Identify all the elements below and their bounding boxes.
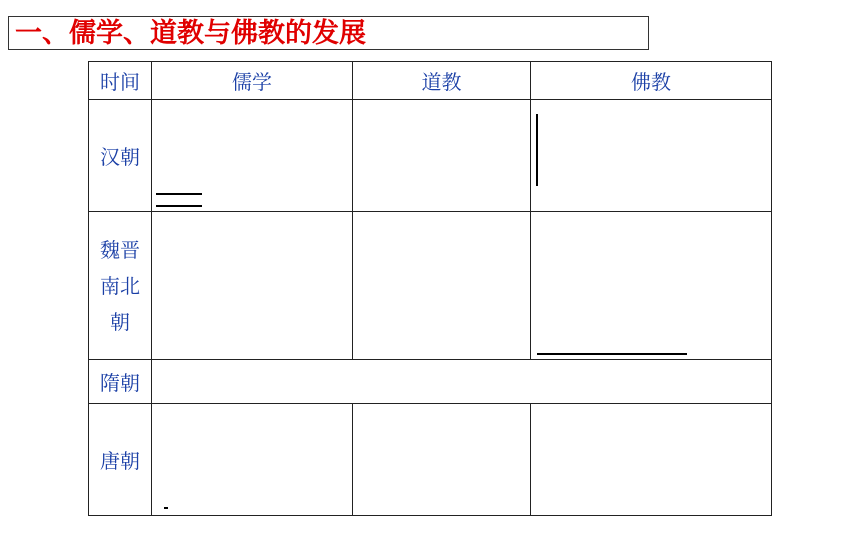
table-row-sui [89,360,772,404]
obscured-text-fragment [536,114,546,186]
table-row-weijin [89,212,772,360]
table-row-tang [89,404,772,516]
period-cell: 汉朝 [89,100,152,212]
buddhism-cell [531,404,772,516]
period-cell: 隋朝 [89,360,152,404]
header-taoism: 道教 [353,62,531,100]
sui-merged-cell [152,360,772,404]
buddhism-cell [531,100,772,212]
obscured-text-fragment [164,507,168,509]
taoism-cell [353,100,531,212]
period-cell: 魏晋南北朝 [89,212,152,360]
period-cell: 唐朝 [89,404,152,516]
obscured-text-fragment [156,193,202,207]
confucianism-cell [152,212,353,360]
header-buddhism: 佛教 [531,62,772,100]
section-title: 一、儒学、道教与佛教的发展 [15,18,366,49]
table-header-row [89,62,772,100]
taoism-cell [353,404,531,516]
religion-development-table [88,61,772,516]
header-period: 时间 [89,62,152,100]
table-row-han [89,100,772,212]
header-confucianism: 儒学 [152,62,353,100]
buddhism-cell [531,212,772,360]
obscured-text-fragment [537,347,687,355]
confucianism-cell [152,100,353,212]
taoism-cell [353,212,531,360]
confucianism-cell [152,404,353,516]
section-title-box [8,16,649,50]
